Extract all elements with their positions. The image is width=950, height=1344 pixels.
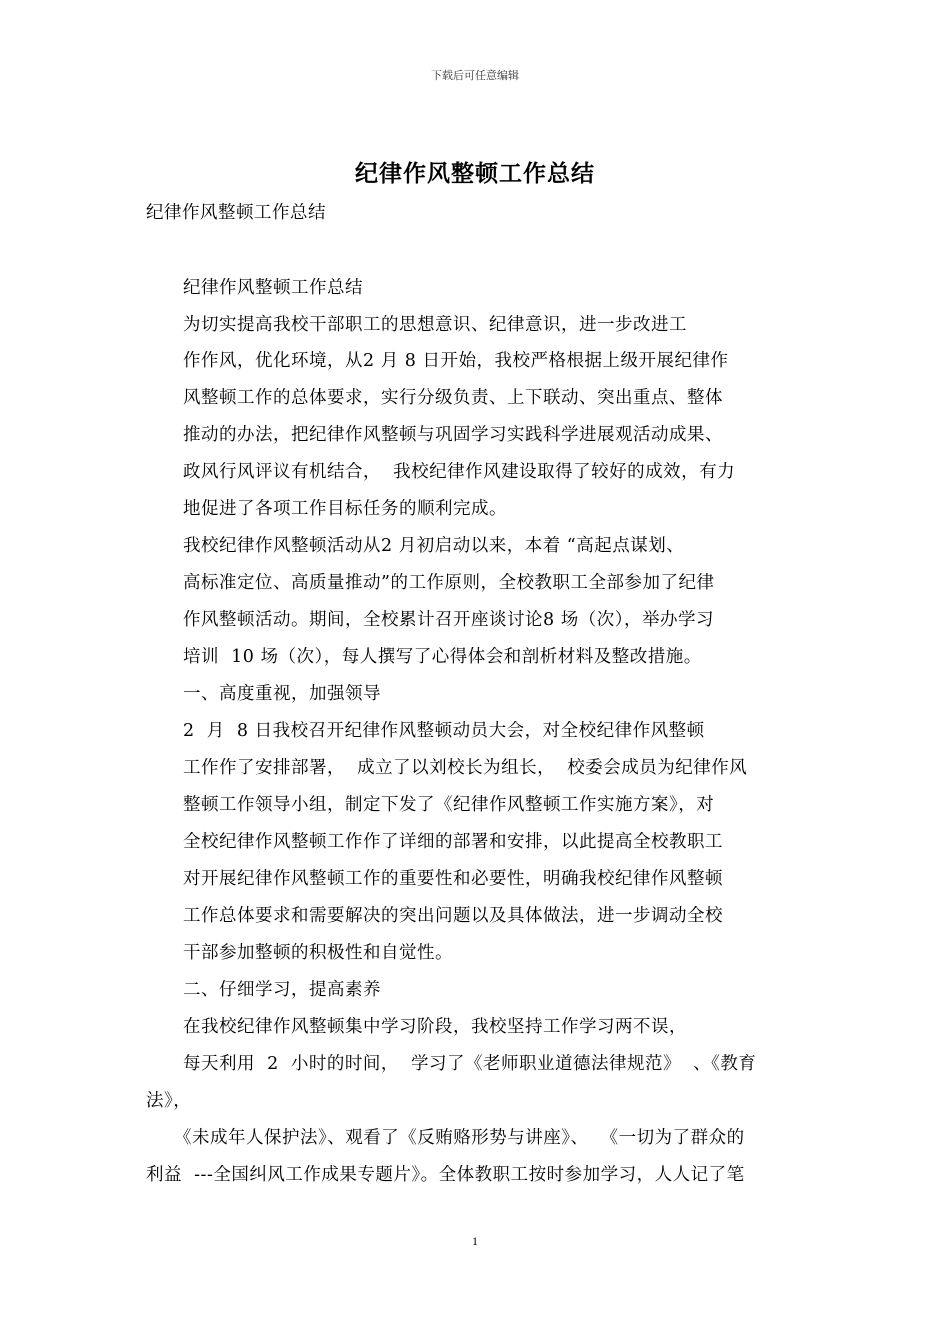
intro-line: 政风行风评议有机结合， 我校纪律作风建设取得了较好的成效，有力 (183, 462, 736, 482)
intro-line: 为切实提高我校干部职工的思想意识、纪律意识，进一步改进工 (183, 315, 687, 335)
inner-title: 纪律作风整顿工作总结 (183, 278, 363, 298)
activity-line: 我校纪律作风整顿活动从2 月初启动以来，本着 “高起点谋划、 (183, 536, 685, 556)
subtitle: 纪律作风整顿工作总结 (146, 203, 326, 223)
activity-line: 培训 10 场（次），每人撰写了心得体会和剖析材料及整改措施。 (183, 647, 702, 667)
page-number: 1 (472, 1234, 478, 1248)
document-title: 纪律作风整顿工作总结 (355, 161, 595, 187)
section2-line: 在我校纪律作风整顿集中学习阶段，我校坚持工作学习两不误， (183, 1017, 687, 1037)
section1-line: 干部参加整顿的积极性和自觉性。 (183, 943, 453, 963)
section1-line: 全校纪律作风整顿工作作了详细的部署和安排，以此提高全校教职工 (183, 832, 723, 852)
intro-line: 风整顿工作的总体要求，实行分级负责、上下联动、突出重点、整体 (183, 388, 723, 408)
section2-line: 利益 ---全国纠风工作成果专题片》。全体教职工按时参加学习，人人记了笔 (146, 1165, 745, 1185)
section1-line: 对开展纪律作风整顿工作的重要性和必要性，明确我校纪律作风整顿 (183, 869, 723, 889)
section1-line: 工作作了安排部署， 成立了以刘校长为组长， 校委会成员为纪律作风 (183, 758, 748, 778)
activity-line: 高标准定位、高质量推动”的工作原则，全校教职工全部参加了纪律 (183, 573, 715, 593)
section2-line: 每天利用 2 小时的时间， 学习了《老师职业道德法律规范》 、《教育 (183, 1054, 757, 1074)
intro-line: 推动的办法，把纪律作风整顿与巩固学习实践科学进展观活动成果、 (183, 425, 723, 445)
section2-line: 《未成年人保护法》、观看了《反贿赂形势与讲座》、 《一切为了群众的 (174, 1128, 745, 1148)
section-heading-1: 一、高度重视，加强领导 (183, 684, 381, 704)
section1-line: 整顿工作领导小组，制定下发了《纪律作风整顿工作实施方案》，对 (183, 795, 715, 815)
activity-line: 作风整顿活动。期间，全校累计召开座谈讨论8 场（次），举办学习 (183, 610, 714, 630)
intro-line: 作作风，优化环境，从2 月 8 日开始，我校严格根据上级开展纪律作 (183, 351, 729, 371)
section1-line: 工作总体要求和需要解决的突出问题以及具体做法，进一步调动全校 (183, 906, 723, 926)
header-note: 下载后可任意编辑 (431, 69, 519, 82)
section1-line: 2 月 8 日我校召开纪律作风整顿动员大会，对全校纪律作风整顿 (183, 721, 705, 741)
intro-line: 地促进了各项工作目标任务的顺利完成。 (183, 499, 507, 519)
section2-line: 法》， (146, 1091, 192, 1111)
section-heading-2: 二、仔细学习，提高素养 (183, 980, 381, 1000)
